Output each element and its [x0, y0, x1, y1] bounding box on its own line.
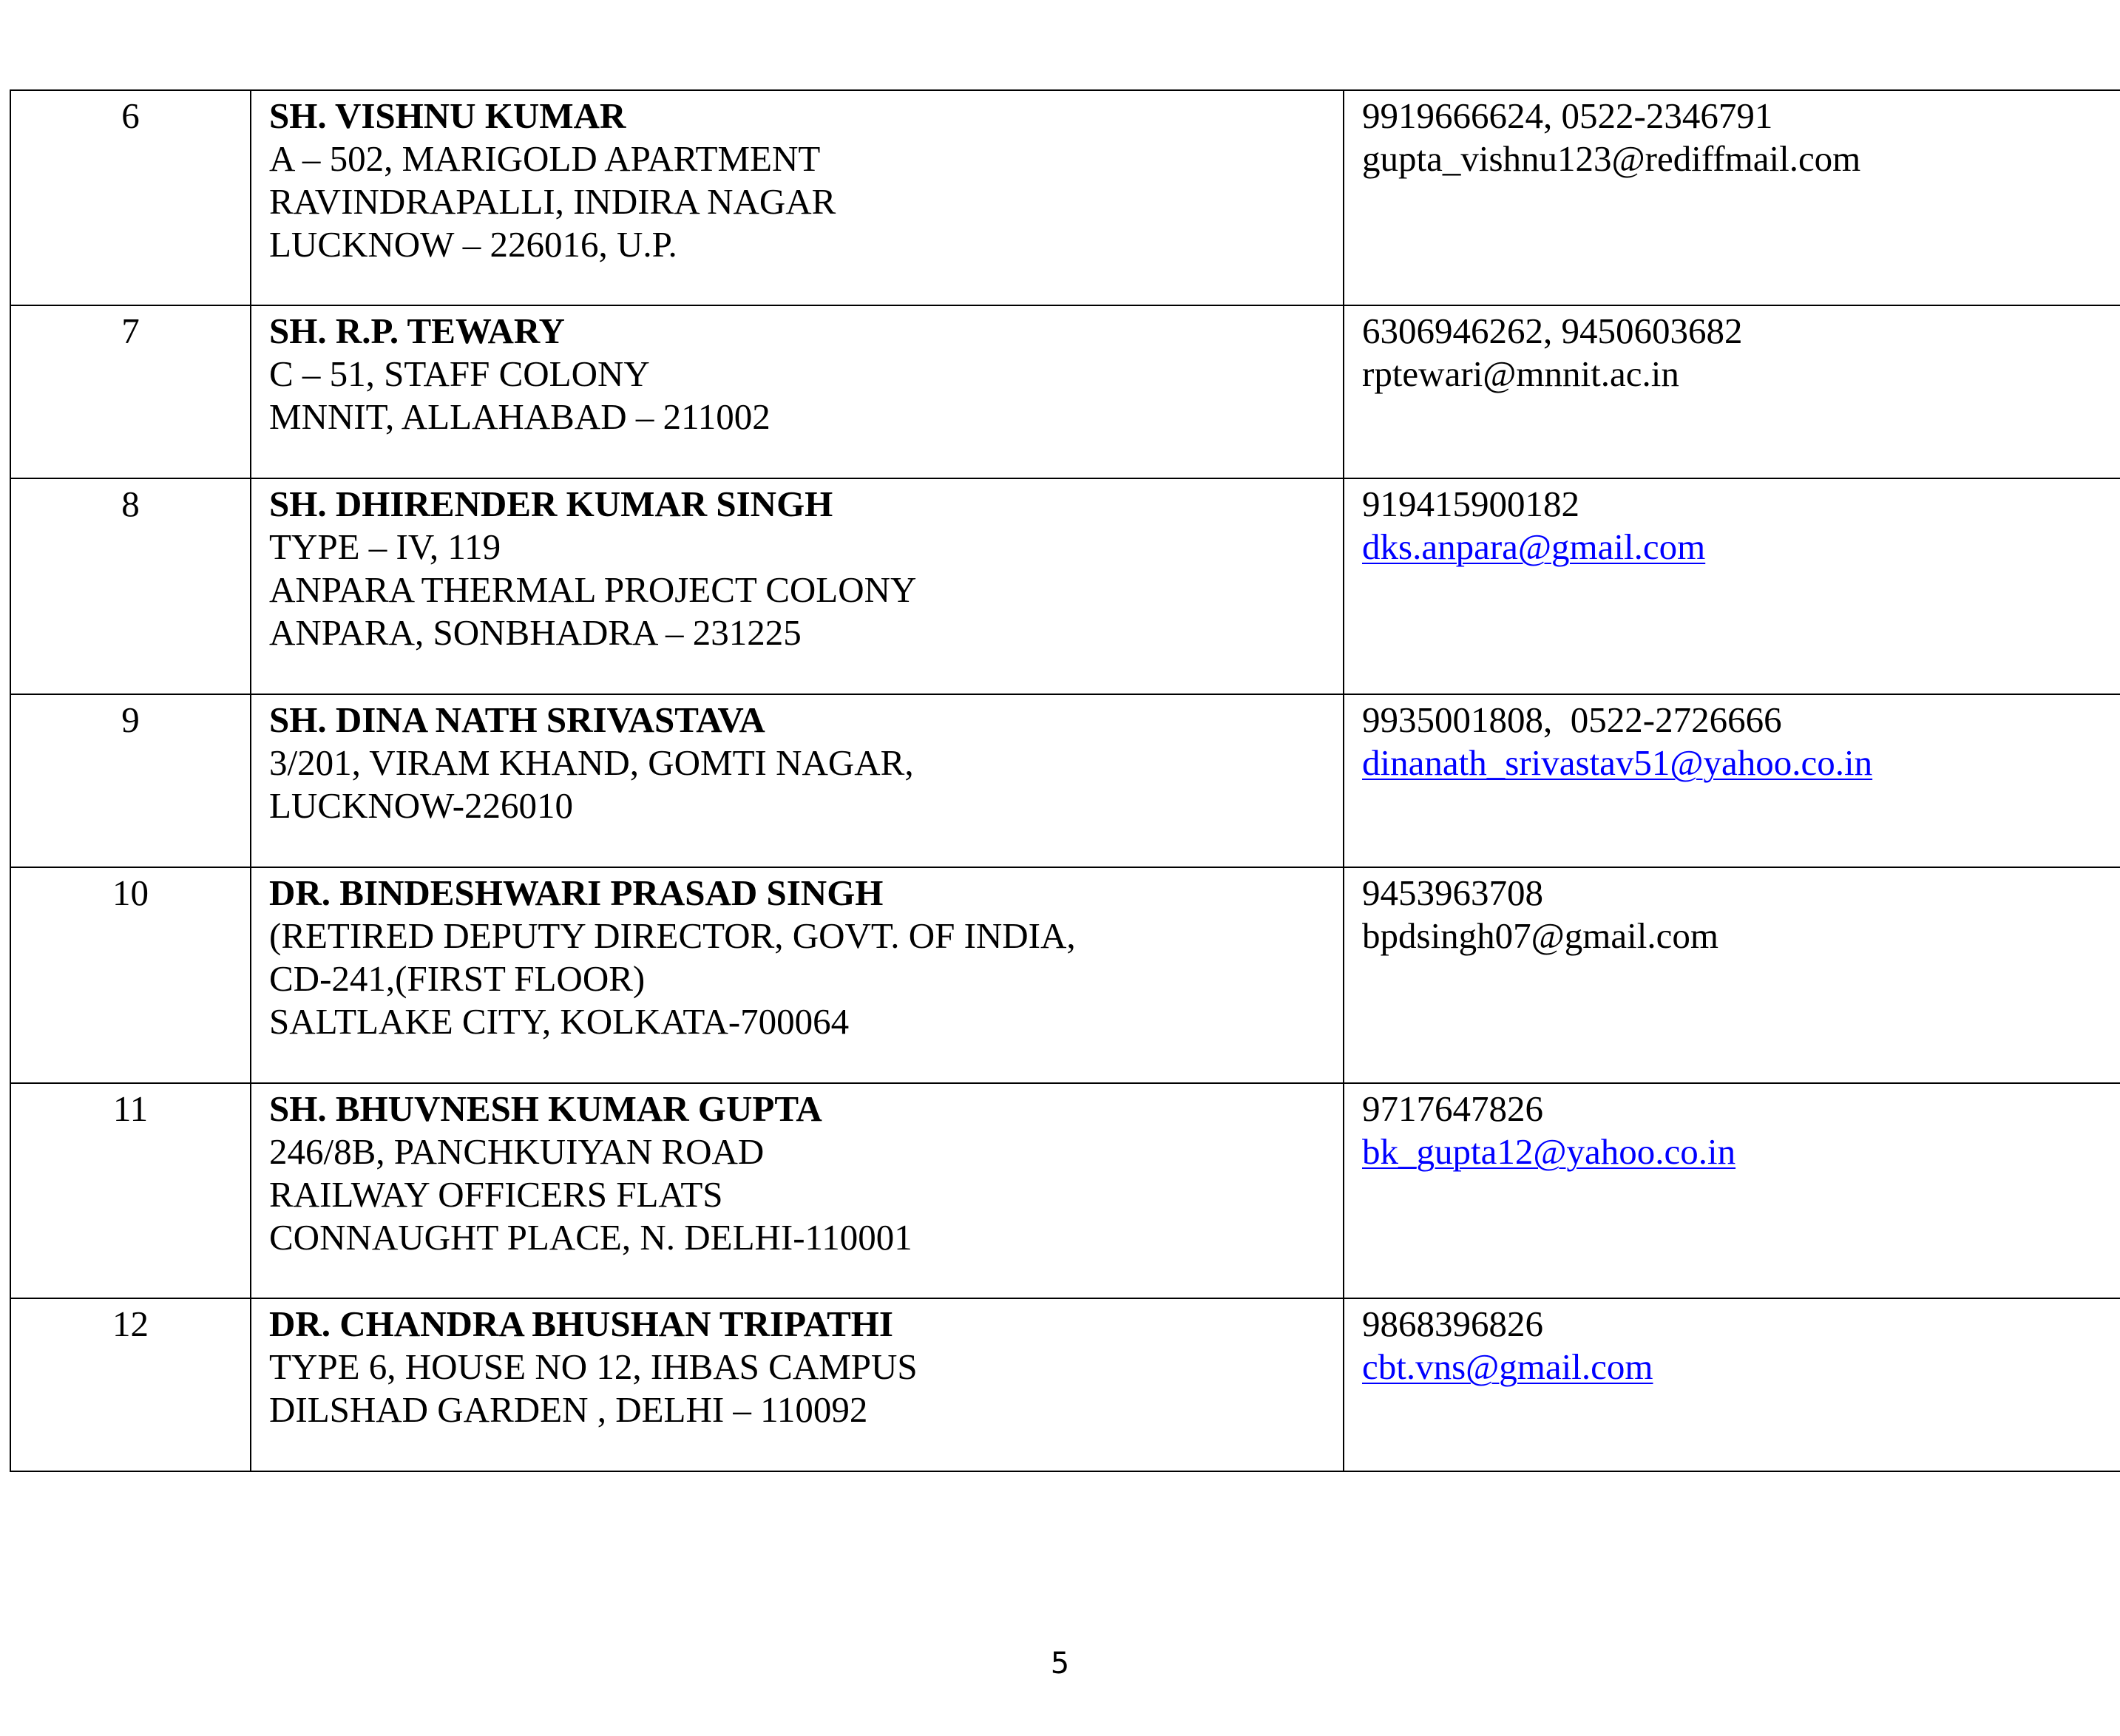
contact-cell — [1344, 867, 2120, 1083]
address-line: CD-241,(FIRST FLOOR) — [269, 958, 646, 999]
contact-directory-table — [10, 89, 2120, 1472]
contact-cell — [1344, 1298, 2120, 1471]
address-line: 246/8B, PANCHKUIYAN ROAD — [269, 1131, 765, 1172]
member-name: SH. VISHNU KUMAR — [269, 95, 626, 136]
phone-numbers: 6306946262, 9450603682 — [1362, 311, 1743, 351]
table-row — [10, 478, 2120, 694]
member-name: SH. DHIRENDER KUMAR SINGH — [269, 484, 833, 524]
contact-cell — [1344, 478, 2120, 694]
contact-cell — [1344, 90, 2120, 305]
email-link[interactable]: cbt.vns@gmail.com — [1362, 1346, 1653, 1387]
member-name: SH. R.P. TEWARY — [269, 311, 565, 351]
serial-number: 9 — [10, 694, 251, 867]
address-line: RAILWAY OFFICERS FLATS — [269, 1174, 723, 1215]
address-line: CONNAUGHT PLACE, N. DELHI-110001 — [269, 1217, 912, 1258]
table-row — [10, 867, 2120, 1083]
contact-cell — [1344, 1083, 2120, 1298]
phone-numbers: 919415900182 — [1362, 484, 1579, 524]
serial-number: 8 — [10, 478, 251, 694]
address-line: A – 502, MARIGOLD APARTMENT — [269, 138, 821, 179]
phone-numbers: 9868396826 — [1362, 1303, 1543, 1344]
serial-number: 12 — [10, 1298, 251, 1471]
member-name: SH. DINA NATH SRIVASTAVA — [269, 699, 765, 740]
table-body — [10, 90, 2120, 1471]
address-line: LUCKNOW-226010 — [269, 785, 574, 826]
phone-numbers: 9453963708 — [1362, 872, 1543, 913]
address-line: (RETIRED DEPUTY DIRECTOR, GOVT. OF INDIA, — [269, 915, 1076, 956]
member-name: DR. BINDESHWARI PRASAD SINGH — [269, 872, 884, 913]
name-address-cell — [251, 305, 1344, 478]
name-address-cell — [251, 867, 1344, 1083]
phone-numbers: 9919666624, 0522-2346791 — [1362, 95, 1773, 136]
table-row — [10, 1083, 2120, 1298]
contact-cell — [1344, 305, 2120, 478]
email-address: bpdsingh07@gmail.com — [1362, 915, 1719, 956]
page-number: 5 — [1050, 1647, 1070, 1681]
address-line: TYPE 6, HOUSE NO 12, IHBAS CAMPUS — [269, 1346, 918, 1387]
address-line: MNNIT, ALLAHABAD – 211002 — [269, 396, 771, 437]
table-row — [10, 305, 2120, 478]
address-line: LUCKNOW – 226016, U.P. — [269, 224, 677, 265]
name-address-cell — [251, 1083, 1344, 1298]
address-line: ANPARA, SONBHADRA – 231225 — [269, 612, 802, 653]
address-line: ANPARA THERMAL PROJECT COLONY — [269, 569, 917, 610]
contact-cell — [1344, 694, 2120, 867]
address-line: RAVINDRAPALLI, INDIRA NAGAR — [269, 181, 836, 222]
address-line: TYPE – IV, 119 — [269, 526, 501, 567]
address-line: SALTLAKE CITY, KOLKATA-700064 — [269, 1001, 850, 1042]
member-name: DR. CHANDRA BHUSHAN TRIPATHI — [269, 1303, 893, 1344]
serial-number: 11 — [10, 1083, 251, 1298]
phone-numbers: 9717647826 — [1362, 1088, 1543, 1129]
address-line: DILSHAD GARDEN , DELHI – 110092 — [269, 1389, 868, 1430]
email-link[interactable]: dks.anpara@gmail.com — [1362, 526, 1706, 567]
serial-number: 10 — [10, 867, 251, 1083]
name-address-cell — [251, 694, 1344, 867]
member-name: SH. BHUVNESH KUMAR GUPTA — [269, 1088, 822, 1129]
name-address-cell — [251, 478, 1344, 694]
table-row — [10, 1298, 2120, 1471]
email-address: gupta_vishnu123@rediffmail.com — [1362, 138, 1861, 179]
email-link[interactable]: dinanath_srivastav51@yahoo.co.in — [1362, 742, 1873, 783]
address-line: C – 51, STAFF COLONY — [269, 353, 650, 394]
name-address-cell — [251, 1298, 1344, 1471]
name-address-cell — [251, 90, 1344, 305]
serial-number: 6 — [10, 90, 251, 305]
table-row — [10, 694, 2120, 867]
phone-numbers: 9935001808, 0522-2726666 — [1362, 699, 1782, 740]
serial-number: 7 — [10, 305, 251, 478]
address-line: 3/201, VIRAM KHAND, GOMTI NAGAR, — [269, 742, 914, 783]
email-address: rptewari@mnnit.ac.in — [1362, 353, 1679, 394]
table-row — [10, 90, 2120, 305]
email-link[interactable]: bk_gupta12@yahoo.co.in — [1362, 1131, 1736, 1172]
